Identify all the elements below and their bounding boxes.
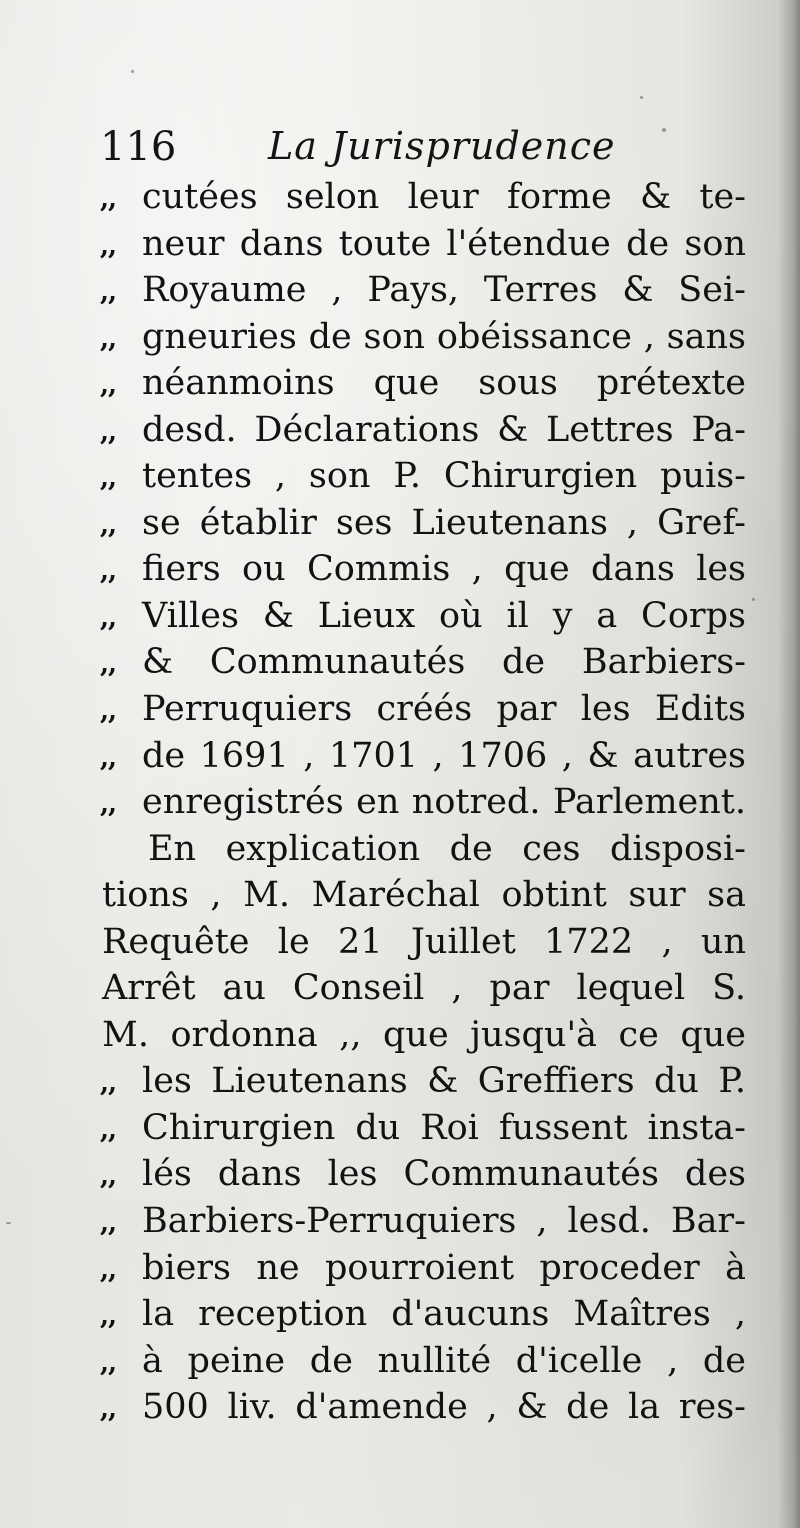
line-text: biers ne pourroient proceder à <box>142 1247 746 1288</box>
line-text: gneuries de son obéissance , sans <box>142 316 746 357</box>
text-line <box>96 221 746 268</box>
quotation-mark: ,, <box>100 1254 117 1285</box>
quotation-mark: ,, <box>100 789 117 820</box>
text-line <box>96 919 746 966</box>
page-header <box>100 120 740 172</box>
quotation-mark: ,, <box>100 1161 117 1192</box>
line-text: tions , M. Maréchal obtint sur sa <box>102 875 746 916</box>
quotation-mark: ,, <box>100 1068 117 1099</box>
quotation-mark: ,, <box>100 416 117 447</box>
quotation-mark: ,, <box>100 184 117 214</box>
line-text: la reception d'aucuns Maîtres , <box>142 1294 746 1335</box>
quotation-mark: ,, <box>100 323 117 354</box>
quotation-mark: ,, <box>100 509 117 540</box>
line-text: En explication de ces disposi- <box>148 828 746 869</box>
quotation-mark: ,, <box>100 1208 117 1239</box>
line-text: M. ordonna ,, que jusqu'à ce que <box>102 1014 746 1055</box>
text-line <box>96 1384 746 1431</box>
text-line <box>96 639 746 686</box>
text-line <box>96 1012 746 1059</box>
quotation-mark: ,, <box>100 696 117 727</box>
text-line <box>96 453 746 500</box>
line-text: se établir ses Lieutenans , Gref- <box>142 502 746 543</box>
running-title: La Jurisprudence <box>268 124 616 168</box>
text-line <box>96 1338 746 1385</box>
line-text: à peine de nullité d'icelle , de <box>142 1340 746 1381</box>
quotation-mark: ,, <box>100 230 117 261</box>
text-line <box>96 546 746 593</box>
line-text: lés dans les Communautés des <box>142 1154 746 1195</box>
text-line <box>96 500 746 547</box>
quotation-mark: ,, <box>100 556 117 587</box>
text-line <box>96 686 746 733</box>
line-text: Barbiers-Perruquiers , lesd. Bar- <box>142 1201 746 1242</box>
line-text: 500 liv. d'amende , & de la res- <box>142 1387 746 1428</box>
quotation-mark: ,, <box>100 277 117 308</box>
line-text: fiers ou Commis , que dans les <box>142 549 746 590</box>
text-line <box>96 1198 746 1245</box>
text-line <box>96 314 746 361</box>
quotation-mark: ,, <box>100 1347 117 1378</box>
quotation-mark: ,, <box>100 370 117 401</box>
text-line <box>96 1105 746 1152</box>
text-line <box>96 1291 746 1338</box>
line-text: néanmoins que sous prétexte <box>142 363 746 404</box>
line-text: les Lieutenans & Greffiers du P. <box>142 1061 746 1102</box>
line-text: Villes & Lieux où il y a Corps <box>142 595 746 636</box>
line-text: neur dans toute l'étendue de son <box>142 223 746 264</box>
line-text: cutées selon leur forme & te- <box>142 177 746 217</box>
text-line <box>96 360 746 407</box>
quotation-mark: ,, <box>100 649 117 680</box>
line-text: enregistrés en notred. Parlement. <box>142 782 746 823</box>
page-number: 116 <box>100 124 177 170</box>
text-line <box>96 407 746 454</box>
line-text: & Communautés de Barbiers- <box>142 642 746 683</box>
text-line <box>96 267 746 314</box>
text-line <box>96 1245 746 1292</box>
paper-speck <box>131 70 134 73</box>
paper-speck <box>640 96 643 99</box>
text-line <box>96 965 746 1012</box>
line-text: tentes , son P. Chirurgien puis- <box>142 456 746 497</box>
text-line <box>96 826 746 873</box>
line-text: desd. Déclarations & Lettres Pa- <box>142 409 746 450</box>
quotation-mark: ,, <box>100 463 117 494</box>
line-text: Chirurgien du Roi fussent insta- <box>142 1107 746 1148</box>
paper-speck <box>6 1222 11 1224</box>
quotation-mark: ,, <box>100 1394 117 1425</box>
quotation-mark: ,, <box>100 742 117 773</box>
text-line <box>96 1151 746 1198</box>
paper-speck <box>752 598 755 601</box>
line-text: Royaume , Pays, Terres & Sei- <box>142 270 746 311</box>
text-line <box>96 174 746 221</box>
quotation-mark: ,, <box>100 1114 117 1145</box>
line-text: Perruquiers créés par les Edits <box>142 689 746 730</box>
line-text: Requête le 21 Juillet 1722 , un <box>102 921 746 962</box>
text-line <box>96 779 746 826</box>
body-text <box>96 174 746 1431</box>
page-edge-shadow <box>778 0 800 1528</box>
line-text: de 1691 , 1701 , 1706 , & autres <box>142 735 746 776</box>
quotation-mark: ,, <box>100 1301 117 1332</box>
text-line <box>96 872 746 919</box>
text-line <box>96 593 746 640</box>
text-line <box>96 733 746 780</box>
line-text: Arrêt au Conseil , par lequel S. <box>102 968 746 1009</box>
quotation-mark: ,, <box>100 602 117 633</box>
text-line <box>96 1058 746 1105</box>
